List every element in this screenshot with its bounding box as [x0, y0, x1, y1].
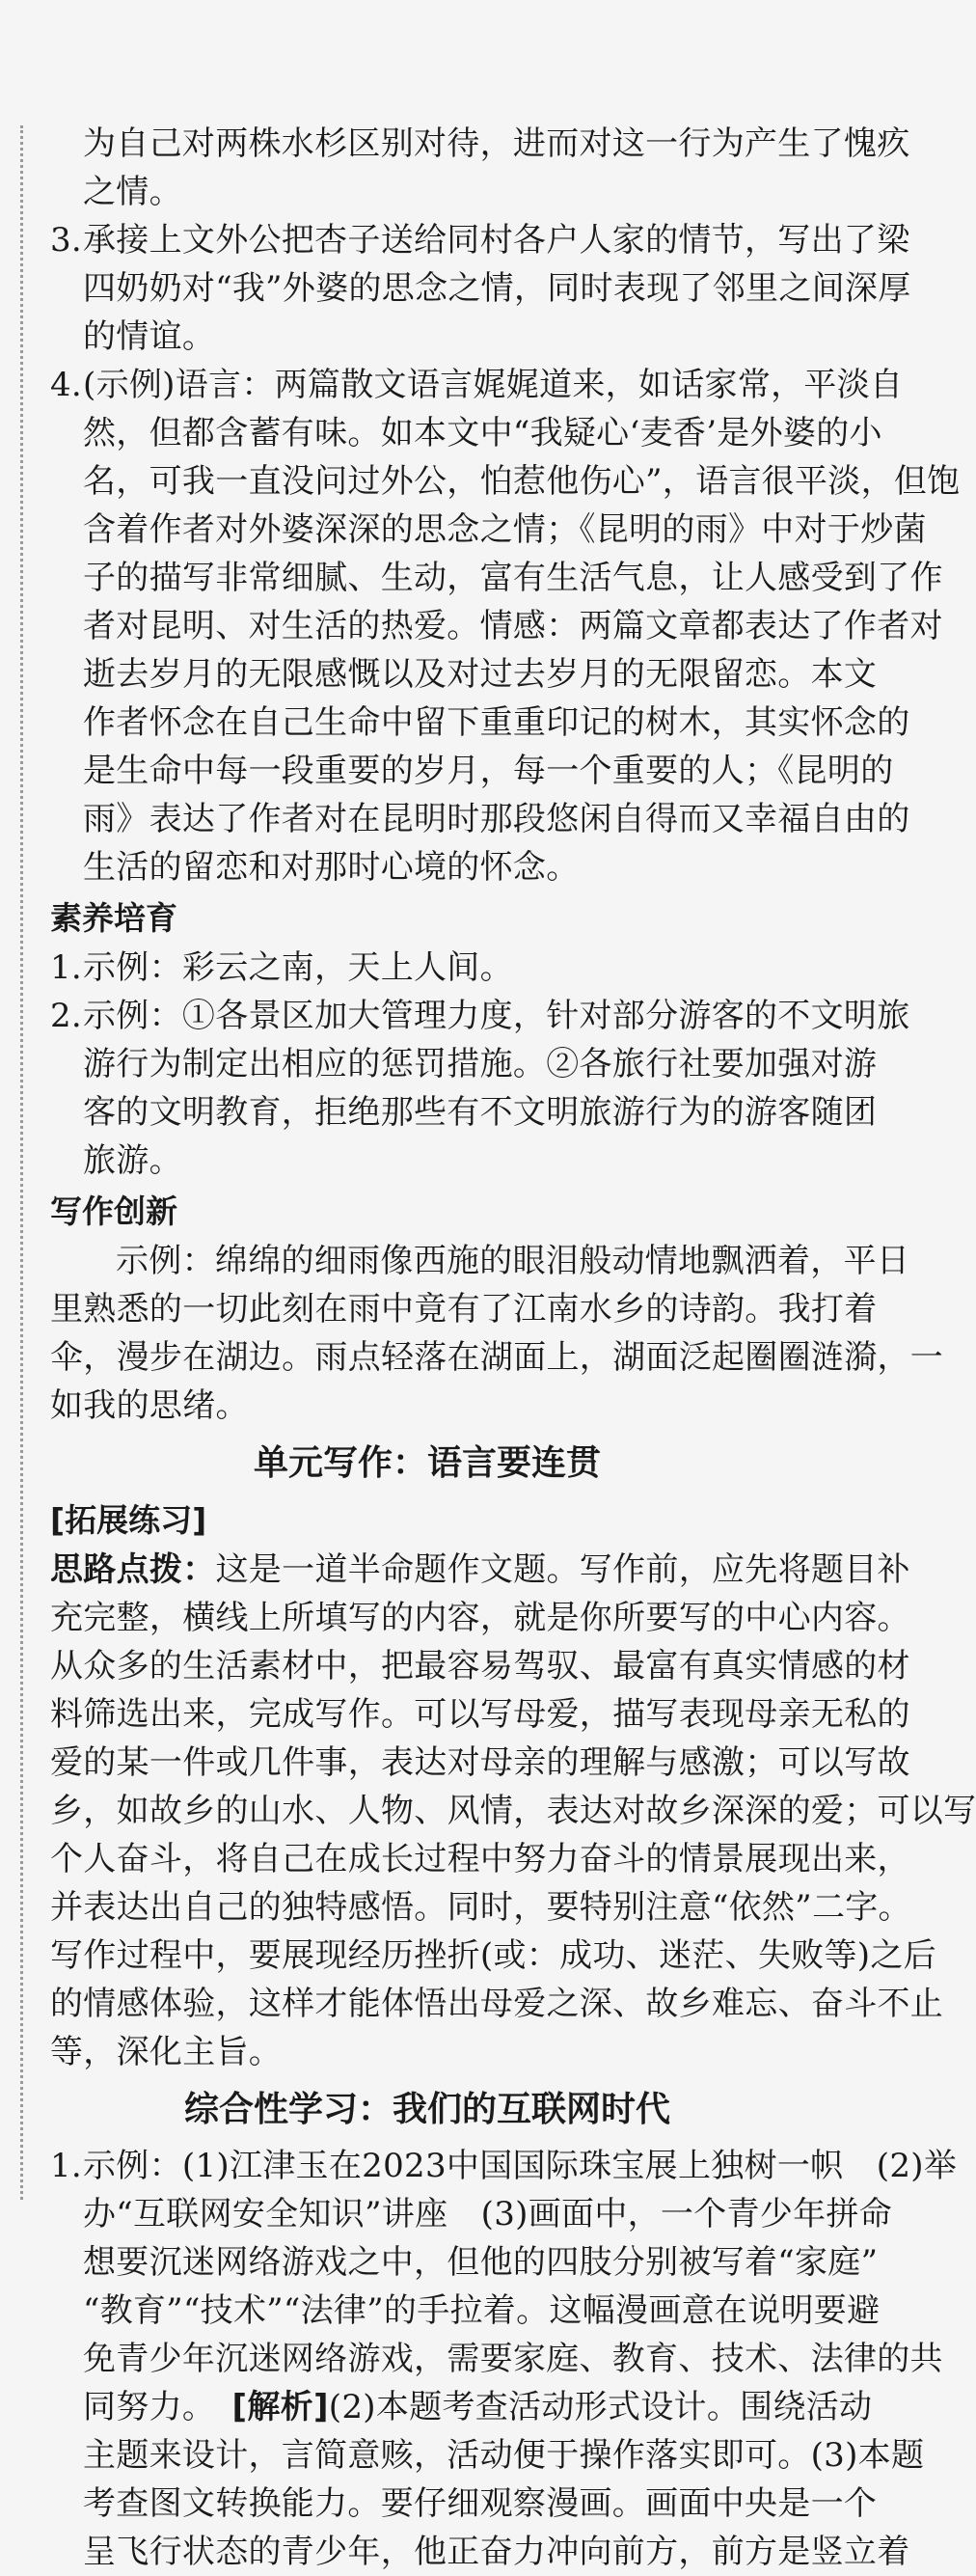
text-line: 四奶奶对“我”外婆的思念之情，同时表现了邻里之间深厚 — [83, 269, 911, 308]
analysis-tag: [解析] — [231, 2388, 329, 2426]
lead-label: 思路点拨： — [50, 1550, 216, 1589]
text-line: 含着作者对外婆深深的思念之情；《昆明的雨》中对于炒菌 — [83, 510, 927, 549]
text-line: 的情谊。 — [83, 317, 216, 356]
text-span: 同努力。 — [83, 2388, 232, 2426]
text-line: 呈飞行状态的青少年，他正奋力冲向前方，前方是竖立着 — [83, 2533, 910, 2571]
text-line: 伞，漫步在湖边。雨点轻落在湖面上，湖面泛起圈圈涟漪，一 — [50, 1338, 944, 1377]
text-line: 是生命中每一段重要的岁月，每一个重要的人；《昆明的 — [83, 752, 894, 790]
text-line: 如我的思绪。 — [50, 1386, 249, 1425]
text-line: “教育”“技术”“法律”的手拉着。这幅漫画意在说明要避 — [83, 2291, 881, 2330]
text-line: 乡，如故乡的山水、人物、风情，表达对故乡深深的爱；可以写 — [50, 1792, 976, 1830]
answer-4 — [50, 361, 961, 891]
answer-3 — [50, 216, 911, 361]
text-line: 写作过程中，要展现经历挫折(或：成功、迷茫、失败等)之后 — [50, 1936, 936, 1975]
unit-writing-heading: 单元写作：语言要连贯 — [253, 1443, 601, 1483]
binding-margin-dots — [20, 125, 23, 2200]
text-line: 为自己对两株水杉区别对待，进而对这一行为产生了愧疚 — [83, 124, 910, 163]
text-line: 爱的某一件或几件事，表达对母亲的理解与感激；可以写故 — [50, 1743, 910, 1782]
text-line: 承接上文外公把杏子送给同村各户人家的情节，写出了梁 — [83, 221, 910, 260]
section-title-suyang: 素养培育 — [50, 899, 177, 937]
text-line: 逝去岁月的无限感慨以及对过去岁月的无限留恋。本文 — [83, 655, 878, 694]
text-line: 考查图文转换能力。要仔细观察漫画。画面中央是一个 — [83, 2484, 878, 2523]
text-line: 名，可我一直没问过外公，怕惹他伤心”，语言很平淡，但饱 — [83, 462, 961, 501]
q2-continuation — [50, 120, 910, 216]
text-line: 之情。 — [83, 173, 182, 211]
text-line: 示例：彩云之南，天上人间。 — [83, 948, 513, 987]
text-line: 示例：绵绵的细雨像西施的眼泪般动情地飘洒着，平日 — [116, 1242, 910, 1280]
text-line: 想要沉迷网络游戏之中，但他的四肢分别被写着“家庭” — [83, 2243, 879, 2282]
text-line: 子的描写非常细腻、生动，富有生活气息，让人感受到了作 — [83, 559, 943, 597]
text-line: 示例：①各景区加大管理力度，针对部分游客的不文明旅 — [83, 997, 910, 1035]
text-line: 充完整，横线上所填写的内容，就是你所要写的中心内容。 — [50, 1599, 910, 1637]
comprehensive-study-heading: 综合性学习：我们的互联网时代 — [183, 2090, 670, 2129]
suyang-answer-1 — [50, 944, 804, 992]
text-line: 的情感体验，这样才能体悟出母爱之深、故乡难忘、奋斗不止 — [50, 1985, 944, 2023]
text-line: 者对昆明、对生活的热爱。情感：两篇文章都表达了作者对 — [83, 607, 943, 645]
text-line: 个人奋斗，将自己在成长过程中努力奋斗的情景展现出来， — [50, 1840, 910, 1878]
text-line: 作者怀念在自己生命中留下重重印记的树木，其实怀念的 — [83, 703, 910, 742]
text-line: 料筛选出来，完成写作。可以写母爱，描写表现母亲无私的 — [50, 1695, 910, 1734]
answer-page — [50, 120, 976, 2576]
text-line: 免青少年沉迷网络游戏，需要家庭、教育、技术、法律的共 — [83, 2340, 943, 2378]
text-line: 旅游。 — [83, 1141, 182, 1180]
item-number: 3. — [50, 221, 83, 260]
text-line: 从众多的生活素材中，把最容易驾驭、最富有真实情感的材 — [50, 1647, 910, 1685]
text-line: 等，深化主旨。 — [50, 2033, 283, 2071]
zonghe-answer-1 — [50, 2142, 958, 2576]
text-line: 雨》表达了作者对在昆明时那段悠闲自得而又幸福自由的 — [83, 800, 910, 838]
text-line: 办“互联网安全知识”讲座 (3)画面中，一个青少年拼命 — [83, 2195, 893, 2233]
text-line: (示例)语言：两篇散文语言娓娓道来，如话家常，平淡自 — [83, 366, 904, 404]
unit-writing-answer — [50, 1546, 976, 2076]
text-line — [83, 2383, 873, 2431]
text-line: 游行为制定出相应的惩罚措施。②各旅行社要加强对游 — [83, 1045, 878, 1083]
item-number: 4. — [50, 366, 83, 404]
item-number: 2. — [50, 997, 83, 1035]
section-title-xiezuo: 写作创新 — [50, 1192, 177, 1230]
text-span: (2)本题考查活动形式设计。围绕活动 — [328, 2388, 873, 2426]
text-line: 主题来设计，言简意赅，活动便于操作落实即可。(3)本题 — [83, 2436, 925, 2475]
xiezuo-answer — [50, 1237, 944, 1430]
extension-practice-label: [拓展练习] — [50, 1501, 207, 1539]
suyang-answer-2 — [50, 992, 910, 1185]
text-line: 客的文明教育，拒绝那些有不文明旅游行为的游客随团 — [83, 1093, 878, 1132]
text-line: 生活的留恋和对那时心境的怀念。 — [83, 848, 580, 887]
text-line: 示例：(1)江津玉在2023中国国际珠宝展上独树一帜 (2)举 — [83, 2147, 958, 2185]
item-number: 1. — [50, 948, 83, 987]
text-line: 里熟悉的一切此刻在雨中竟有了江南水乡的诗韵。我打着 — [50, 1290, 878, 1329]
lead-text: 这是一道半命题作文题。写作前，应先将题目补 — [215, 1550, 910, 1589]
text-line: 然，但都含蓄有味。如本文中“我疑心‘麦香’是外婆的小 — [83, 414, 882, 452]
item-number: 1. — [50, 2147, 83, 2185]
text-line: 并表达出自己的独特感悟。同时，要特别注意“依然”二字。 — [50, 1888, 911, 1927]
text-line — [50, 1546, 910, 1594]
